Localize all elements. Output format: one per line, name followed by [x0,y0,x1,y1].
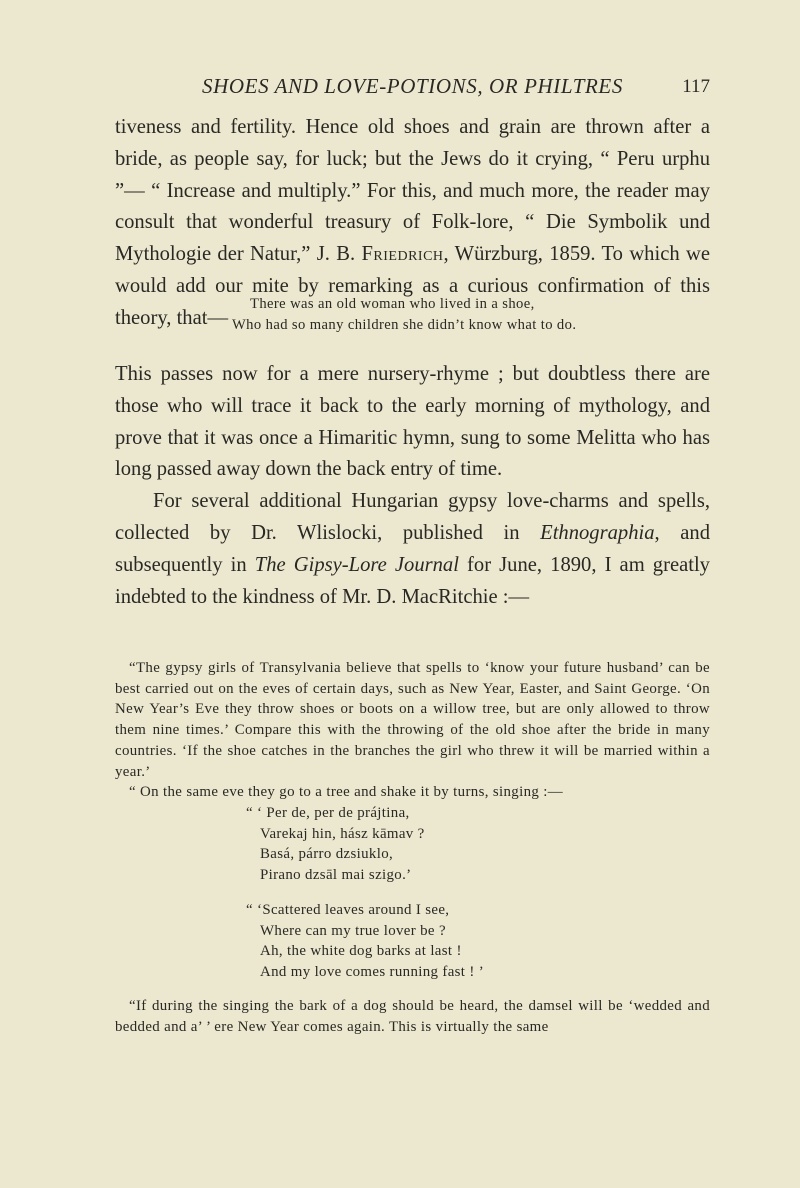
paragraph-text: , Würzburg, 1859. To which we would add our mite by remarking as a curious confirmation of this theory, that— [115,243,710,329]
poem-line: “ ‘Scattered leaves around I see, [246,902,450,918]
poem-line: Basá, párro dzsiuklo, [260,846,394,863]
paragraph-text: , and subsequently in [115,521,710,576]
running-head: SHOES AND LOVE-POTIONS, OR PHILTRES [202,74,623,98]
author-name: Friedrich [361,243,444,266]
page-header [115,74,710,104]
poem-line: Where can my true lover be ? [260,922,446,939]
poem-line: Ah, the white dog barks at last ! [260,943,462,960]
rhyme-line: There was an old woman who lived in a shoe, [250,296,535,312]
journal-title: Ethnographia [540,521,655,544]
poem-line: Varekaj hin, hász kāmav ? [260,825,425,842]
poem-line: And my love comes running fast ! ’ [260,963,485,980]
paragraph-text: For several additional Hungarian gypsy love-charms and spells, collected by Dr. Wlislocki, published in [115,490,710,544]
quote-paragraph: “If during the singing the bark of a dog should be heard, the damsel will be ‘wedded and bedded and a’ ’ ere New Year comes again. This is virtually the same [115,998,710,1035]
poem-line: Pirano dzsāl mai szigo.’ [260,866,412,883]
poem-english [246,900,485,982]
paragraph-text: for June, 1890, I am greatly indebted to the kindness of Mr. D. MacRitchie :— [115,553,710,608]
poem-romani [246,803,425,885]
poem-line: “ ‘ Per de, per de prájtina, [246,805,410,821]
paragraph-charms [115,486,710,613]
quote-paragraph: “ On the same eve they go to a tree and shake it by turns, singing :— [129,784,563,801]
closing-quote [115,996,710,1038]
paragraph-text: This passes now for a mere nursery-rhyme ; but doubtless there are those who will trace it back to the early morning of mythology, and prove that it was once a Himaritic hymn, sung to some Melitta who has long passed away down the back entry of time. [115,363,710,481]
rhyme-line: Who had so many children she didn’t know what to do. [232,317,577,333]
paragraph-text: tiveness and fertility. Hence old shoes and grain are thrown after a bride, as people say, for luck; but the Jews do it crying, “ Peru urphu ”— “ Increase and multiply.” For this, and much more, the reader may consult that wonderful treasury of Folk-lore, “ Die Symbolik und Mythologie der Natur,” J. B. [115,116,710,266]
paragraph-nursery [115,359,710,613]
block-quote [115,658,710,803]
quote-paragraph: “The gypsy girls of Transylvania believe that spells to ‘know your future husband’ can be best carried out on the eves of certain days, such as New Year, Easter, and Saint George. ‘On New Year’s Eve they throw shoes or boots on a willow tree, but are only allowed to throw them nine times.’ Compare this with the throwing of the old shoe after the bride in many countries. ‘If the shoe catches in the branches the girl who threw it will be married within a year.’ [115,660,710,780]
journal-title: The Gipsy-Lore Journal [254,553,459,576]
page-number: 117 [682,76,710,97]
